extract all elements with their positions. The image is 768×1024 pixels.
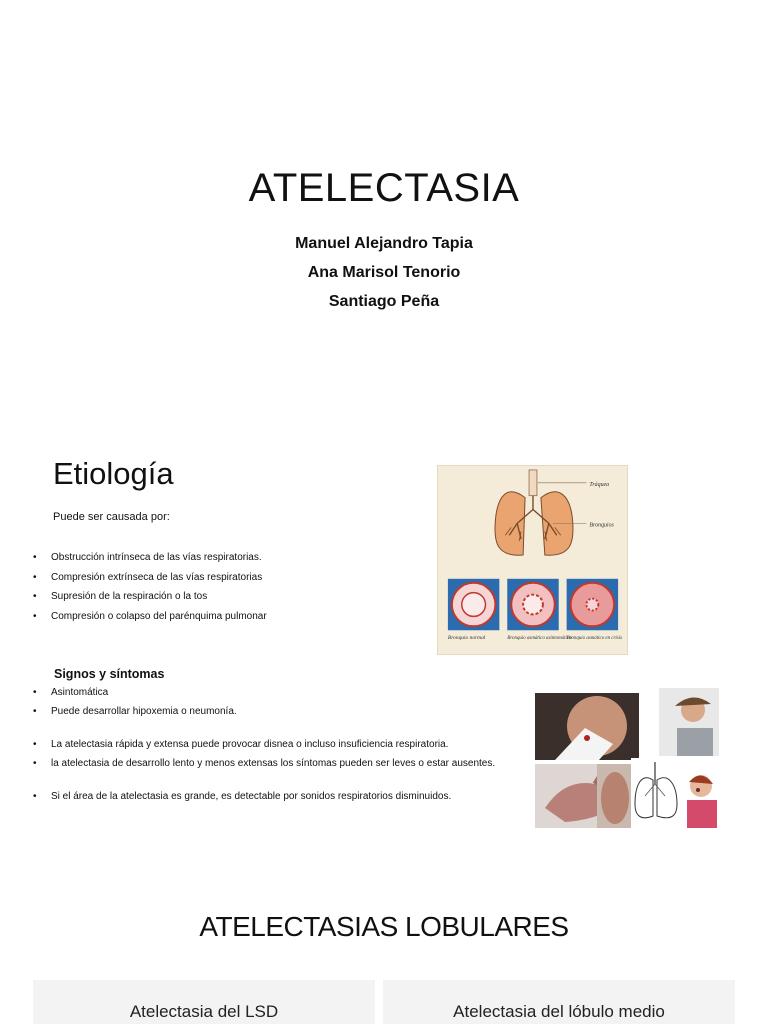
author-name: Manuel Alejandro Tapia [295,235,473,252]
person-with-scarf-photo [659,688,719,756]
lungs-bronchi-illustration [437,465,628,655]
causes-list [30,548,350,626]
list-item: • la atelectasia de desarrollo lento y menos extensas los síntomas pueden ser leves o estar ausentes. [30,757,502,770]
slide-title: ATELECTASIA [248,166,520,210]
signs-list [30,686,502,803]
intro-text: Puede ser causada por: [53,511,170,523]
lsd-panel [33,980,375,1024]
signs-heading: Signos y síntomas [54,667,165,681]
symptoms-photo-collage [535,688,719,828]
bronchus-normal-image [448,579,499,630]
list-item: • Compresión o colapso del parénquima pulmonar [30,607,350,627]
list-item: • Compresión extrínseca de las vías respiratorias [30,568,350,588]
coughing-man-photo [535,693,639,760]
lungs-diagram-image [631,758,681,828]
list-item: • Si el área de la atelectasia es grande, es detectable por sonidos respiratorios disminuidos. [30,790,502,803]
label-bronchi: Bronquios [589,522,614,529]
caption-normal: Bronquio normal [447,635,486,642]
list-item: • Puede desarrollar hipoxemia o neumonía. [30,705,502,718]
list-item: • Obstrucción intrínseca de las vías respiratorias. [30,548,350,568]
list-item: • Asintomática [30,686,502,699]
foot-photo [597,764,633,828]
list-item: • La atelectasia rápida y extensa puede provocar disnea o incluso insuficiencia respiratoria. [30,738,502,751]
caption-asymptomatic: Bronquio asmático asintomático [507,636,572,642]
bronchus-asymptomatic-image [507,579,558,630]
author-name: Santiago Peña [328,293,440,310]
panel-label-middle-lobe: Atelectasia del lóbulo medio [453,1002,665,1021]
middle-lobe-panel [383,980,735,1024]
author-list [0,229,768,316]
panel-label-lsd: Atelectasia del LSD [129,1002,279,1021]
label-trachea: Tráquea [589,481,610,488]
bronchus-crisis-image [567,579,618,630]
caption-crisis: Bronquio asmático en crisis [566,636,623,642]
section-title-etiologia: Etiología [53,456,174,491]
section-title-lobulares: ATELECTASIAS LOBULARES [199,911,569,942]
coughing-woman-photo [681,764,719,828]
author-name: Ana Marisol Tenorio [307,264,461,281]
list-item: • Supresión de la respiración o la tos [30,587,350,607]
